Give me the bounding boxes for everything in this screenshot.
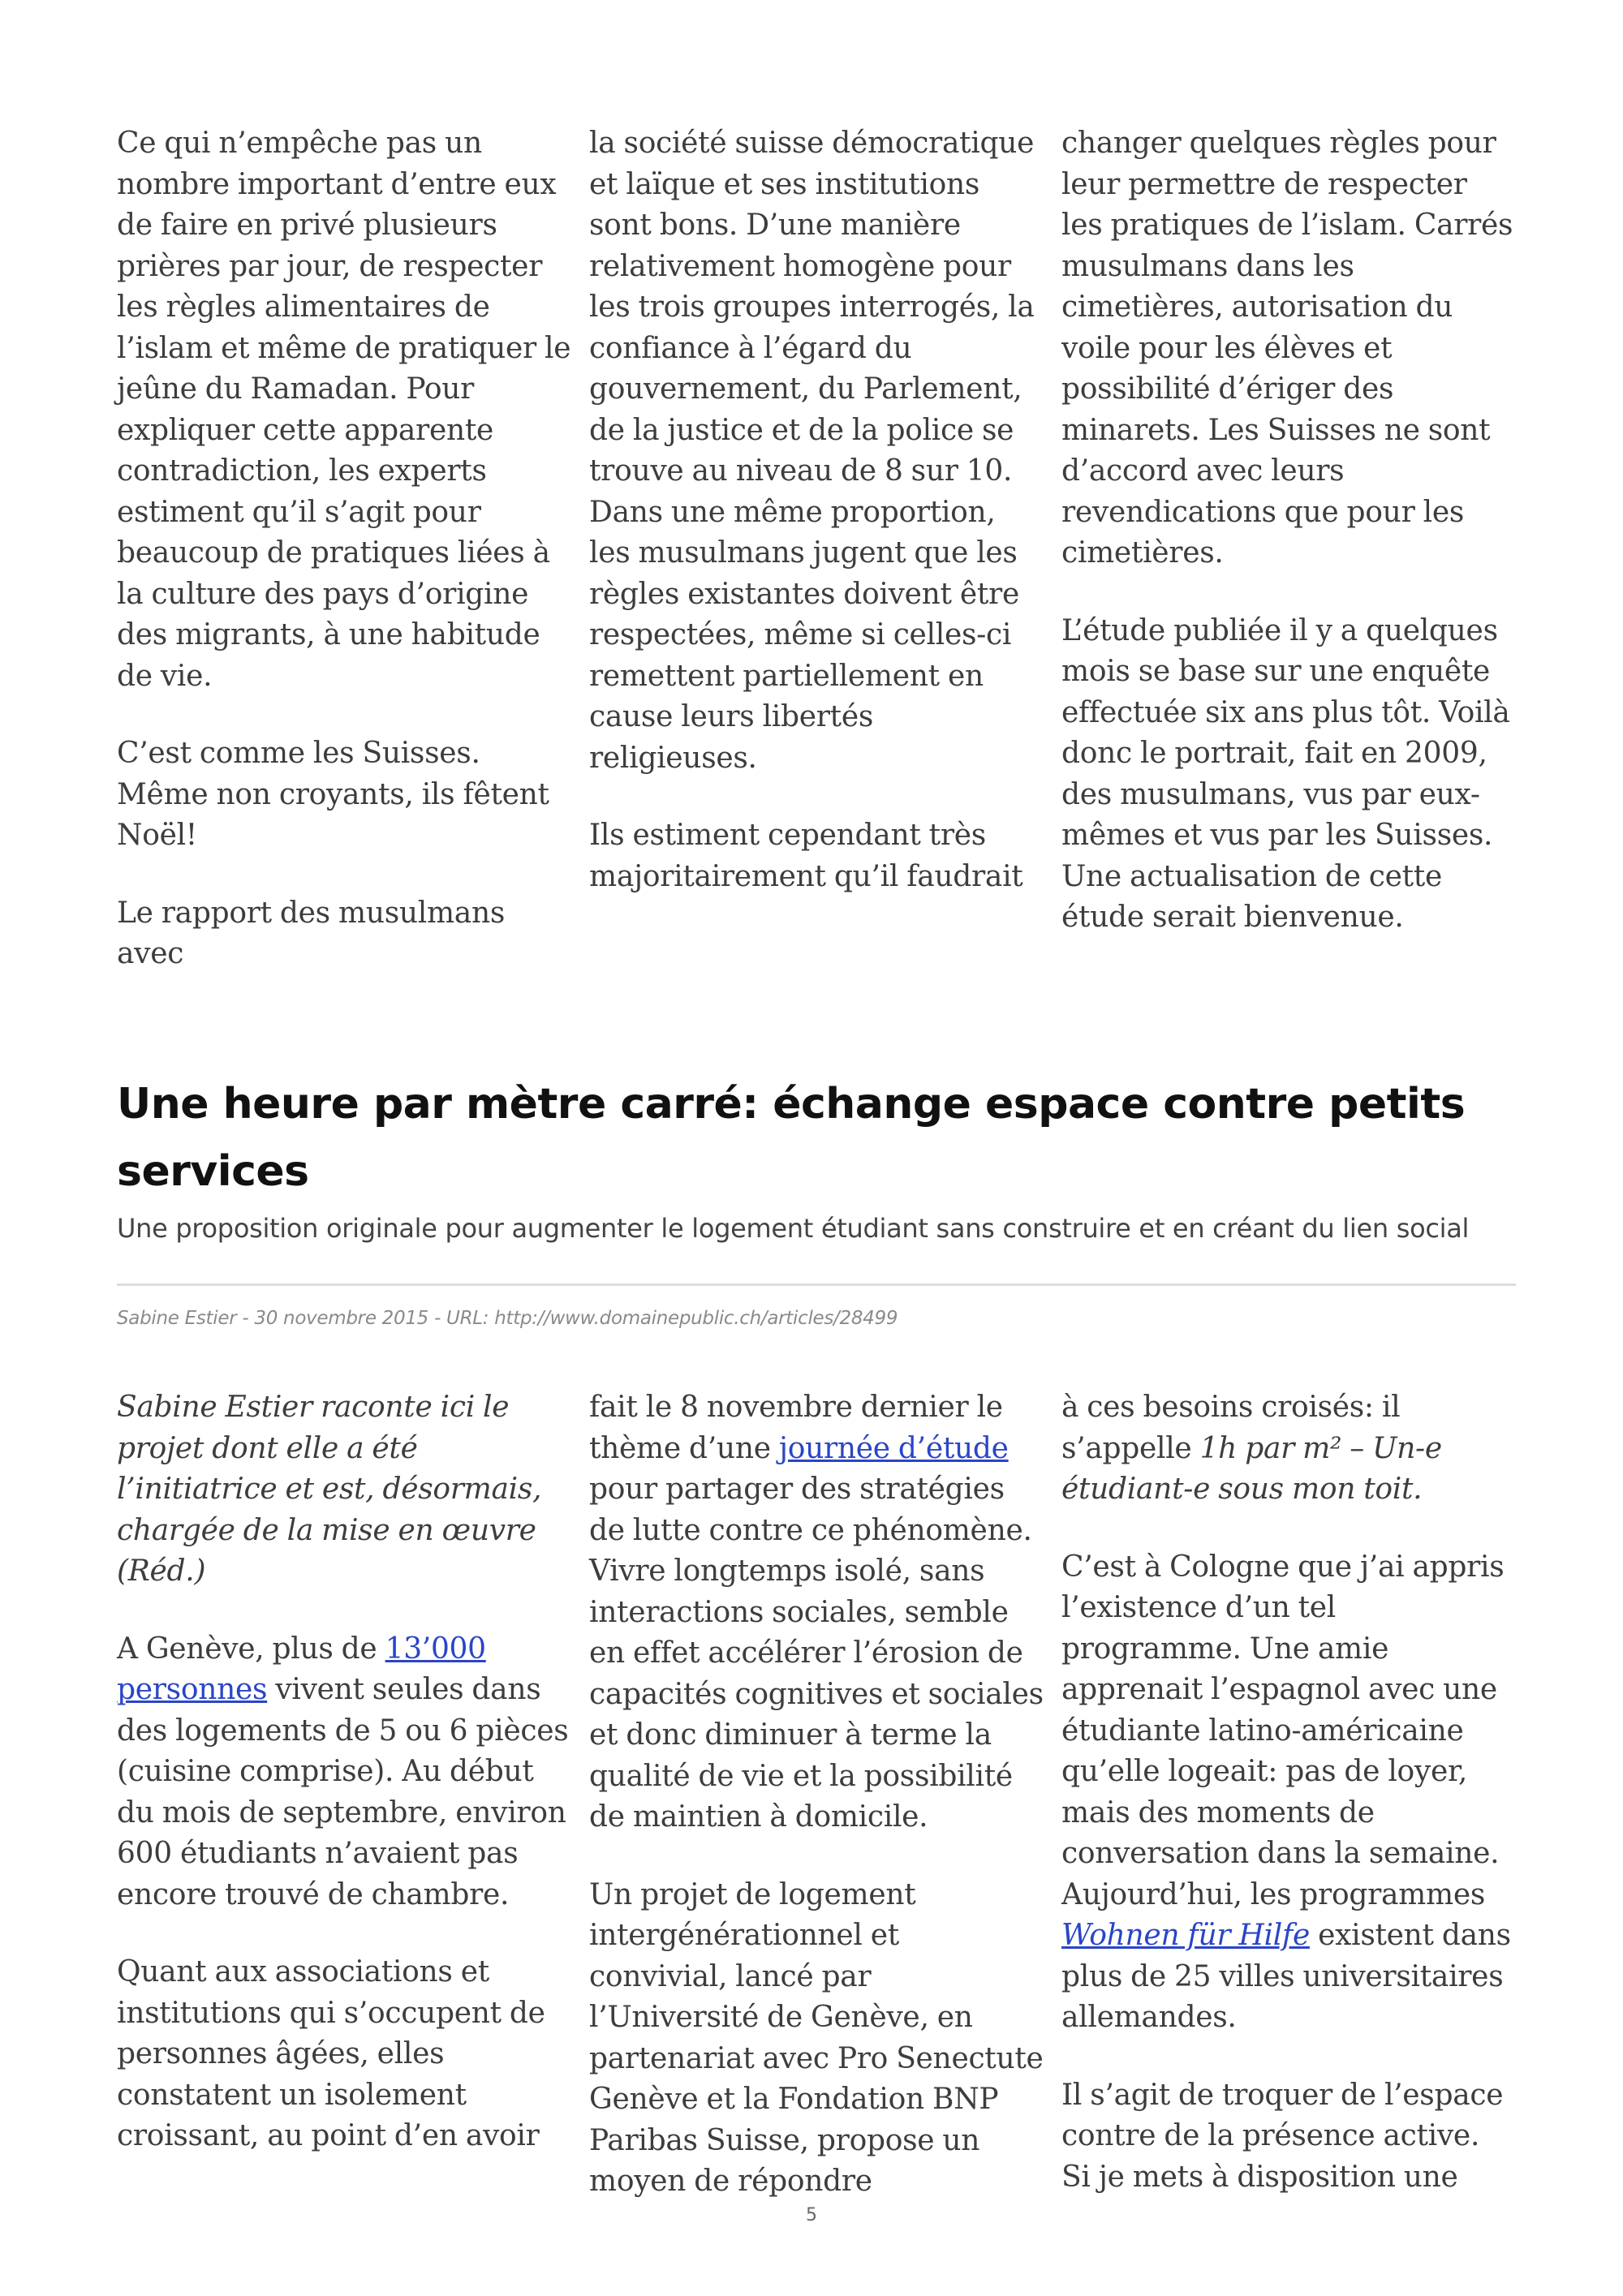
previous-article-columns [117,123,1516,975]
paragraph: L’étude publiée il y a quelques mois se base sur une enquête effectuée six ans plus tôt. Voilà donc le portrait, fait en 2009, des musulmans, vus par eux-mêmes et vus par les Suisses. Une actualisation de cette étude serait bienvenue. [1061,613,1510,934]
text: à ces besoins croisés: il s’appelle [1061,1391,1401,1465]
paragraph: Ce qui n’empêche pas un nombre important d’entre eux de faire en privé plusieurs prières par jour, de respecter les règles alimentaires de l’islam et même de pratiquer le jeûne du Ramadan. Pour expliquer cette apparente contradiction, les experts estiment qu’il s’agit pour beaucoup de pratiques liées à la culture des pays d’origine des migrants, à une habitude de vie. [117,127,571,693]
editor-note-text: Sabine Estier raconte ici le projet dont elle a été l’initiatrice et est, désormais, chargée de la mise en œuvre (Réd.) [117,1391,542,1588]
paragraph: Le rapport des musulmans avec [117,896,506,970]
text: fait le 8 novembre dernier le thème d’une [589,1391,1003,1465]
editor-note [117,1387,571,1593]
link-13000-personnes[interactable]: 13’000 personnes [117,1632,486,1706]
text: A Genève, plus de [117,1632,385,1666]
column-3 [1061,123,1516,975]
link-wohnen-fur-hilfe[interactable]: Wohnen für Hilfe [1061,1919,1310,1952]
page-number: 5 [806,2205,817,2225]
text: existent dans plus de 25 villes universitaires allemandes. [1061,1919,1511,2034]
paragraph: C’est comme les Suisses. Même non croyants, ils fêtent Noël! [117,737,549,852]
column-2 [589,1387,1044,2203]
column-2 [589,123,1044,975]
column-1 [117,1387,571,2203]
article-meta: Sabine Estier - 30 novembre 2015 - URL: http://www.domainepublic.ch/articles/28499 [117,1308,898,1329]
link-journee-etude[interactable]: journée d’étude [778,1431,1009,1465]
text: vivent seules dans des logements de 5 ou 6 pièces (cuisine comprise). Au début du mois de septembre, environ 600 étudiants n’avaient pas encore trouvé de chambre. [117,1673,569,1911]
paragraph: Un projet de logement intergénérationnel et convivial, lancé par l’Université de Genève, en partenariat avec Pro Senectute Genève et la Fondation BNP Paribas Suisse, propose un moyen de répondre [589,1877,1044,2198]
divider [117,1283,1516,1286]
paragraph [589,1387,1044,1838]
paragraph: Quant aux associations et institutions qui s’occupent de personnes âgées, elles constatent un isolement croissant, au point d’en avoir [117,1955,545,2152]
program-name: 1h par m² – Un-e étudiant-e sous mon toit. [1061,1431,1442,1506]
paragraph: la société suisse démocratique et laïque et ses institutions sont bons. D’une manière relativement homogène pour les trois groupes interrogés, la confiance à l’égard du gouvernement, du Parlement, de la justice et de la police se trouve au niveau de 8 sur 10. Dans une même proportion, les musulmans jugent que les règles existantes doivent être respectées, même si celles-ci remettent partiellement en cause leurs libertés religieuses. [589,127,1035,775]
article-body-columns [117,1387,1516,2203]
paragraph [117,1629,571,1916]
text: C’est à Cologne que j’ai appris l’existence d’un tel programme. Une amie apprenait l’espagnol avec une étudiante latino-américaine qu’elle logeait: pas de loyer, mais des moments de conversation dans la semaine. Aujourd’hui, les programmes [1061,1550,1505,1911]
paragraph [1061,1387,1516,1511]
article-title: Une heure par mètre carré: échange espace contre petits services [117,1080,1466,1196]
column-3 [1061,1387,1516,2203]
column-1 [117,123,571,975]
text: pour partager des stratégies de lutte contre ce phénomène. Vivre longtemps isolé, sans interactions sociales, semble en effet accélérer l’érosion de capacités cognitives et sociales et donc diminuer à terme la qualité de vie et la possibilité de maintien à domicile. [589,1473,1044,1834]
paragraph: changer quelques règles pour leur permettre de respecter les pratiques de l’islam. Carrés musulmans dans les cimetières, autorisation du voile pour les élèves et possibilité d’ériger des minarets. Les Suisses ne sont d’accord avec leurs revendications que pour les cimetières. [1061,127,1513,570]
article-subtitle: Une proposition originale pour augmenter le logement étudiant sans construire et en créant du lien social [117,1213,1470,1244]
paragraph [1061,1547,1516,2039]
paragraph: Ils estiment cependant très majoritairement qu’il faudrait [589,819,1023,893]
paragraph: Il s’agit de troquer de l’espace contre de la présence active. Si je mets à disposition une [1061,2078,1504,2194]
